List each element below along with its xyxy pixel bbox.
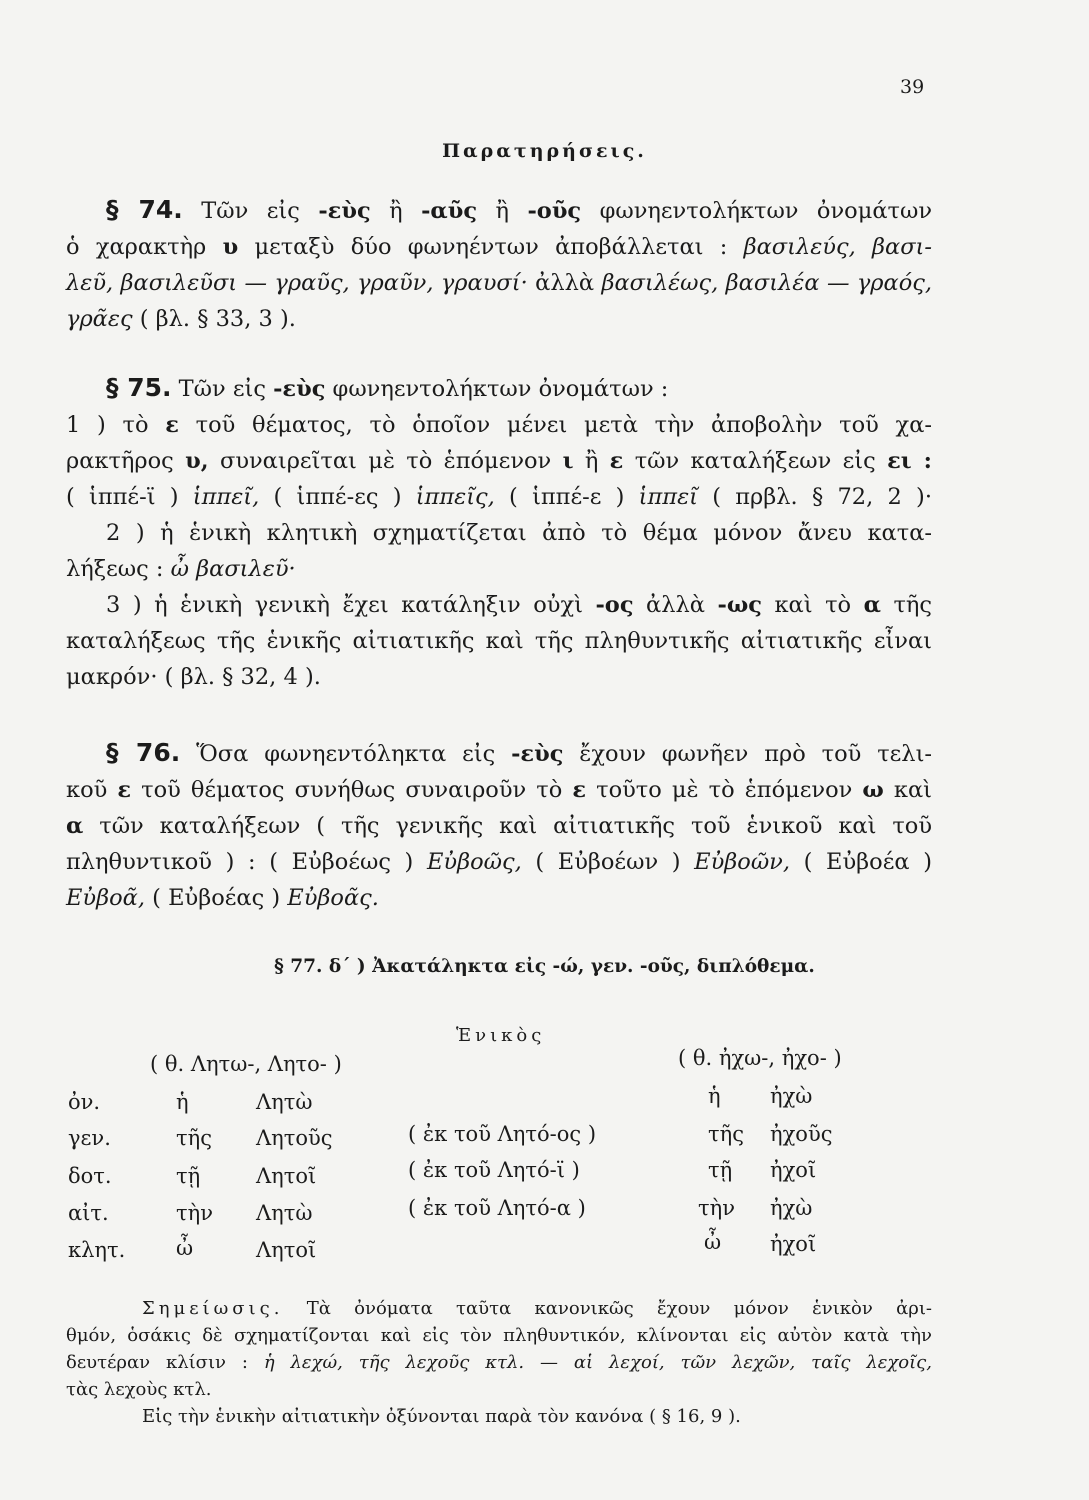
ending-eus: -εὺς xyxy=(511,741,564,767)
article: τῇ xyxy=(176,1164,201,1188)
text: τοῦτο μὲ τὸ ἑπόμενον xyxy=(586,777,863,803)
form: Λητὼ xyxy=(256,1201,313,1225)
section-75-line-2 xyxy=(66,407,932,443)
ending-os: -ος xyxy=(595,592,634,618)
case-label: δοτ. xyxy=(68,1164,112,1188)
letter-omega: ω xyxy=(862,777,884,803)
form: Λητοῦς xyxy=(256,1126,333,1150)
text: λήξεως : xyxy=(66,556,171,582)
section-75-line-7 xyxy=(66,587,932,623)
example-text: λεῦ, βασιλεῦσι — γραῦς, γραῦν, γραυσί· xyxy=(66,270,528,296)
text: ἔχουν φωνῆεν πρὸ τοῦ τελι- xyxy=(563,741,932,767)
text: τοῦ θέματος συνήθως συναιροῦν τὸ xyxy=(131,777,573,803)
section-74-line-1 xyxy=(66,192,932,229)
note-label: Σημείωσις. xyxy=(142,1298,284,1319)
text: ( ἱππέ-ε ) xyxy=(494,484,639,510)
example-text: Εὐβοᾶ, xyxy=(66,885,146,911)
observations-heading: Παρατηρήσεις. xyxy=(442,140,647,162)
text: δευτέραν κλίσιν : xyxy=(66,1352,264,1373)
section-76-line-3 xyxy=(66,808,932,844)
text: Τῶν εἰς xyxy=(178,376,274,402)
text: ἢ xyxy=(573,448,610,474)
text: τῆς xyxy=(880,592,933,618)
text: καὶ xyxy=(883,777,932,803)
ending-ous: -οῦς xyxy=(527,198,582,224)
note-line-3 xyxy=(66,1349,932,1376)
text: ( Εὐβοέα ) xyxy=(790,849,932,875)
letter-alpha: α xyxy=(66,813,84,839)
text: Τῶν εἰς xyxy=(201,198,319,224)
section-74 xyxy=(66,192,932,337)
text: μεταξὺ δύο φωνηέντων ἀποβάλλεται : xyxy=(238,234,744,260)
example-text: γρᾶες xyxy=(66,306,133,332)
text: ἀλλὰ xyxy=(633,592,718,618)
text: Τὰ ὀνόματα ταῦτα κανονικῶς ἔχουν μόνον ἑνικὸν ἀρι- xyxy=(283,1298,932,1319)
section-76-number: § 76. xyxy=(106,738,181,767)
example-text: βασιλέως, βασιλέα — γραός, xyxy=(601,270,932,296)
text: ( ἱππέ-ες ) xyxy=(259,484,416,510)
text: ἢ xyxy=(477,198,528,224)
text: Ὅσα φωνηεντόληκτα εἰς xyxy=(196,741,512,767)
case-label: ὀν. xyxy=(68,1090,101,1114)
text: ρακτῆρος xyxy=(66,448,186,474)
text: πληθυντικοῦ ) : ( Εὐβοέως ) xyxy=(66,849,427,875)
letter-upsilon: υ, xyxy=(185,448,209,474)
article: ἡ xyxy=(176,1090,189,1114)
example-text: Εὐβοῶς, xyxy=(426,849,522,875)
text: φωνηεντολήκτων ὀνομάτων : xyxy=(325,376,669,402)
article: τῆς xyxy=(176,1126,212,1150)
text: τοῦ θέματος, τὸ ὁποῖον μένει μετὰ τὴν ἀποβολὴν τοῦ χα- xyxy=(178,412,932,438)
example-text: ὦ βασιλεῦ· xyxy=(170,556,296,582)
note-line-1 xyxy=(66,1295,932,1322)
section-74-line-2 xyxy=(66,229,932,265)
example-text: ἱππεῖ, xyxy=(192,484,260,510)
theme-right: ( θ. ἠχω-, ἠχο- ) xyxy=(678,1046,842,1070)
article: τὴν xyxy=(176,1201,213,1225)
text: φωνηεντολήκτων ὀνομάτων xyxy=(581,198,932,224)
article: τῆς xyxy=(708,1122,744,1146)
form: ἠχοῖ xyxy=(770,1232,817,1256)
text: τῶν καταλήξεων εἰς xyxy=(623,448,888,474)
section-77-heading: § 77. δ΄ ) Ἀκατάληκτα εἰς -ώ, γεν. -οῦς, διπλόθεμα. xyxy=(274,956,815,977)
explanation: ( ἐκ τοῦ Λητό-ϊ ) xyxy=(408,1158,580,1182)
example-text: ἡ λεχώ, τῆς λεχοῦς κτλ. — αἱ λεχοί, τῶν λεχῶν, ταῖς λεχοῖς, xyxy=(263,1352,932,1373)
letter-epsilon: ε xyxy=(572,777,587,803)
example-text: ἱππεῖ xyxy=(638,484,698,510)
section-76 xyxy=(66,735,932,916)
theme-left: ( θ. Λητω-, Λητο- ) xyxy=(150,1052,342,1076)
case-label: κλητ. xyxy=(68,1238,126,1262)
form: Λητοῖ xyxy=(256,1238,317,1262)
article: ὦ xyxy=(176,1236,194,1260)
note-line-2: θμόν, ὁσάκις δὲ σχηματίζονται καὶ εἰς τὸν πληθυντικόν, κλίνονται εἰς αὐτὸν κατὰ τὴν xyxy=(66,1325,932,1346)
ending-eus: -εὺς xyxy=(273,376,326,402)
note-block xyxy=(66,1295,932,1430)
note-line-4: τὰς λεχοὺς κτλ. xyxy=(66,1379,212,1400)
letter-upsilon: υ xyxy=(222,234,239,260)
article: ἡ xyxy=(708,1084,721,1108)
section-75-line-5: 2 ) ἡ ἑνικὴ κλητικὴ σχηματίζεται ἀπὸ τὸ θέμα μόνον ἄνευ κατα- xyxy=(106,520,932,546)
section-76-line-4 xyxy=(66,844,932,880)
section-75 xyxy=(66,370,932,695)
section-75-line-3 xyxy=(66,443,932,479)
page-number: 39 xyxy=(900,76,925,98)
text: καὶ τὸ xyxy=(761,592,864,618)
note-line-5: Εἰς τὴν ἑνικὴν αἰτιατικὴν ὀξύνονται παρὰ τὸν κανόνα ( § 16, 9 ). xyxy=(142,1406,741,1427)
text: ( ἱππέ-ϊ ) xyxy=(66,484,193,510)
letter-epsilon: ε xyxy=(609,448,624,474)
section-74-number: § 74. xyxy=(106,195,183,224)
ending-os-long: -ως xyxy=(717,592,762,618)
article: ὦ xyxy=(704,1230,722,1254)
letter-epsilon: ε xyxy=(165,412,179,438)
letter-iota: ι xyxy=(562,448,574,474)
explanation: ( ἐκ τοῦ Λητό-α ) xyxy=(408,1196,586,1220)
form: ἠχοῖ xyxy=(770,1158,817,1182)
form: Λητὼ xyxy=(256,1090,313,1114)
text: ( Εὐβοέας ) xyxy=(145,885,288,911)
section-76-line-5 xyxy=(66,880,932,916)
section-75-number: § 75. xyxy=(106,373,172,402)
text: ἀλλὰ xyxy=(527,270,602,296)
example-text: ἱππεῖς, xyxy=(415,484,495,510)
ending-aus: -αῦς xyxy=(421,198,478,224)
section-76-line-2 xyxy=(66,772,932,808)
singular-label: Ἑνικὸς xyxy=(456,1025,546,1046)
form: Λητοῖ xyxy=(256,1164,317,1188)
explanation: ( ἐκ τοῦ Λητό-ος ) xyxy=(408,1122,597,1146)
text: ὁ χαρακτὴρ xyxy=(66,234,223,260)
case-label: αἰτ. xyxy=(68,1201,109,1225)
section-76-line-1 xyxy=(66,735,932,772)
section-75-line-4 xyxy=(66,479,932,515)
text: τῶν καταλήξεων ( τῆς γενικῆς καὶ αἰτιατικῆς τοῦ ἑνικοῦ καὶ τοῦ xyxy=(83,813,932,839)
text: 3 ) ἡ ἑνικὴ γενικὴ ἔχει κατάληξιν οὐχὶ xyxy=(106,592,596,618)
ending-eus: -εὺς xyxy=(318,198,371,224)
case-label: γεν. xyxy=(68,1126,111,1150)
text: συναιρεῖται μὲ τὸ ἑπόμενον xyxy=(208,448,563,474)
form: ἠχοῦς xyxy=(770,1122,833,1146)
section-74-line-3 xyxy=(66,265,932,301)
form: ἠχὼ xyxy=(770,1084,813,1108)
text: ( βλ. § 33, 3 ). xyxy=(132,306,296,332)
letter-epsilon: ε xyxy=(117,777,132,803)
text: ἢ xyxy=(370,198,422,224)
text: 1 ) τὸ xyxy=(66,412,166,438)
article: τὴν xyxy=(698,1196,735,1220)
text: ( πρβλ. § 72, 2 )· xyxy=(697,484,932,510)
example-text: βασιλεύς, βασι- xyxy=(743,234,932,260)
section-74-line-4 xyxy=(66,301,932,337)
ending-ei: ει : xyxy=(887,448,932,474)
example-text: Εὐβοῶν, xyxy=(694,849,791,875)
example-text: Εὐβοᾶς. xyxy=(287,885,379,911)
text: ( Εὐβοέων ) xyxy=(521,849,695,875)
letter-alpha: α xyxy=(863,592,881,618)
section-75-line-6 xyxy=(66,551,932,587)
article: τῇ xyxy=(708,1158,733,1182)
section-75-line-9: μακρόν· ( βλ. § 32, 4 ). xyxy=(66,664,321,690)
text: κοῦ xyxy=(66,777,118,803)
section-75-line-8: καταλήξεως τῆς ἑνικῆς αἰτιατικῆς καὶ τῆς πληθυντικῆς αἰτιατικῆς εἶναι xyxy=(66,628,932,654)
form: ἠχὼ xyxy=(770,1196,813,1220)
section-75-line-1 xyxy=(66,370,932,407)
